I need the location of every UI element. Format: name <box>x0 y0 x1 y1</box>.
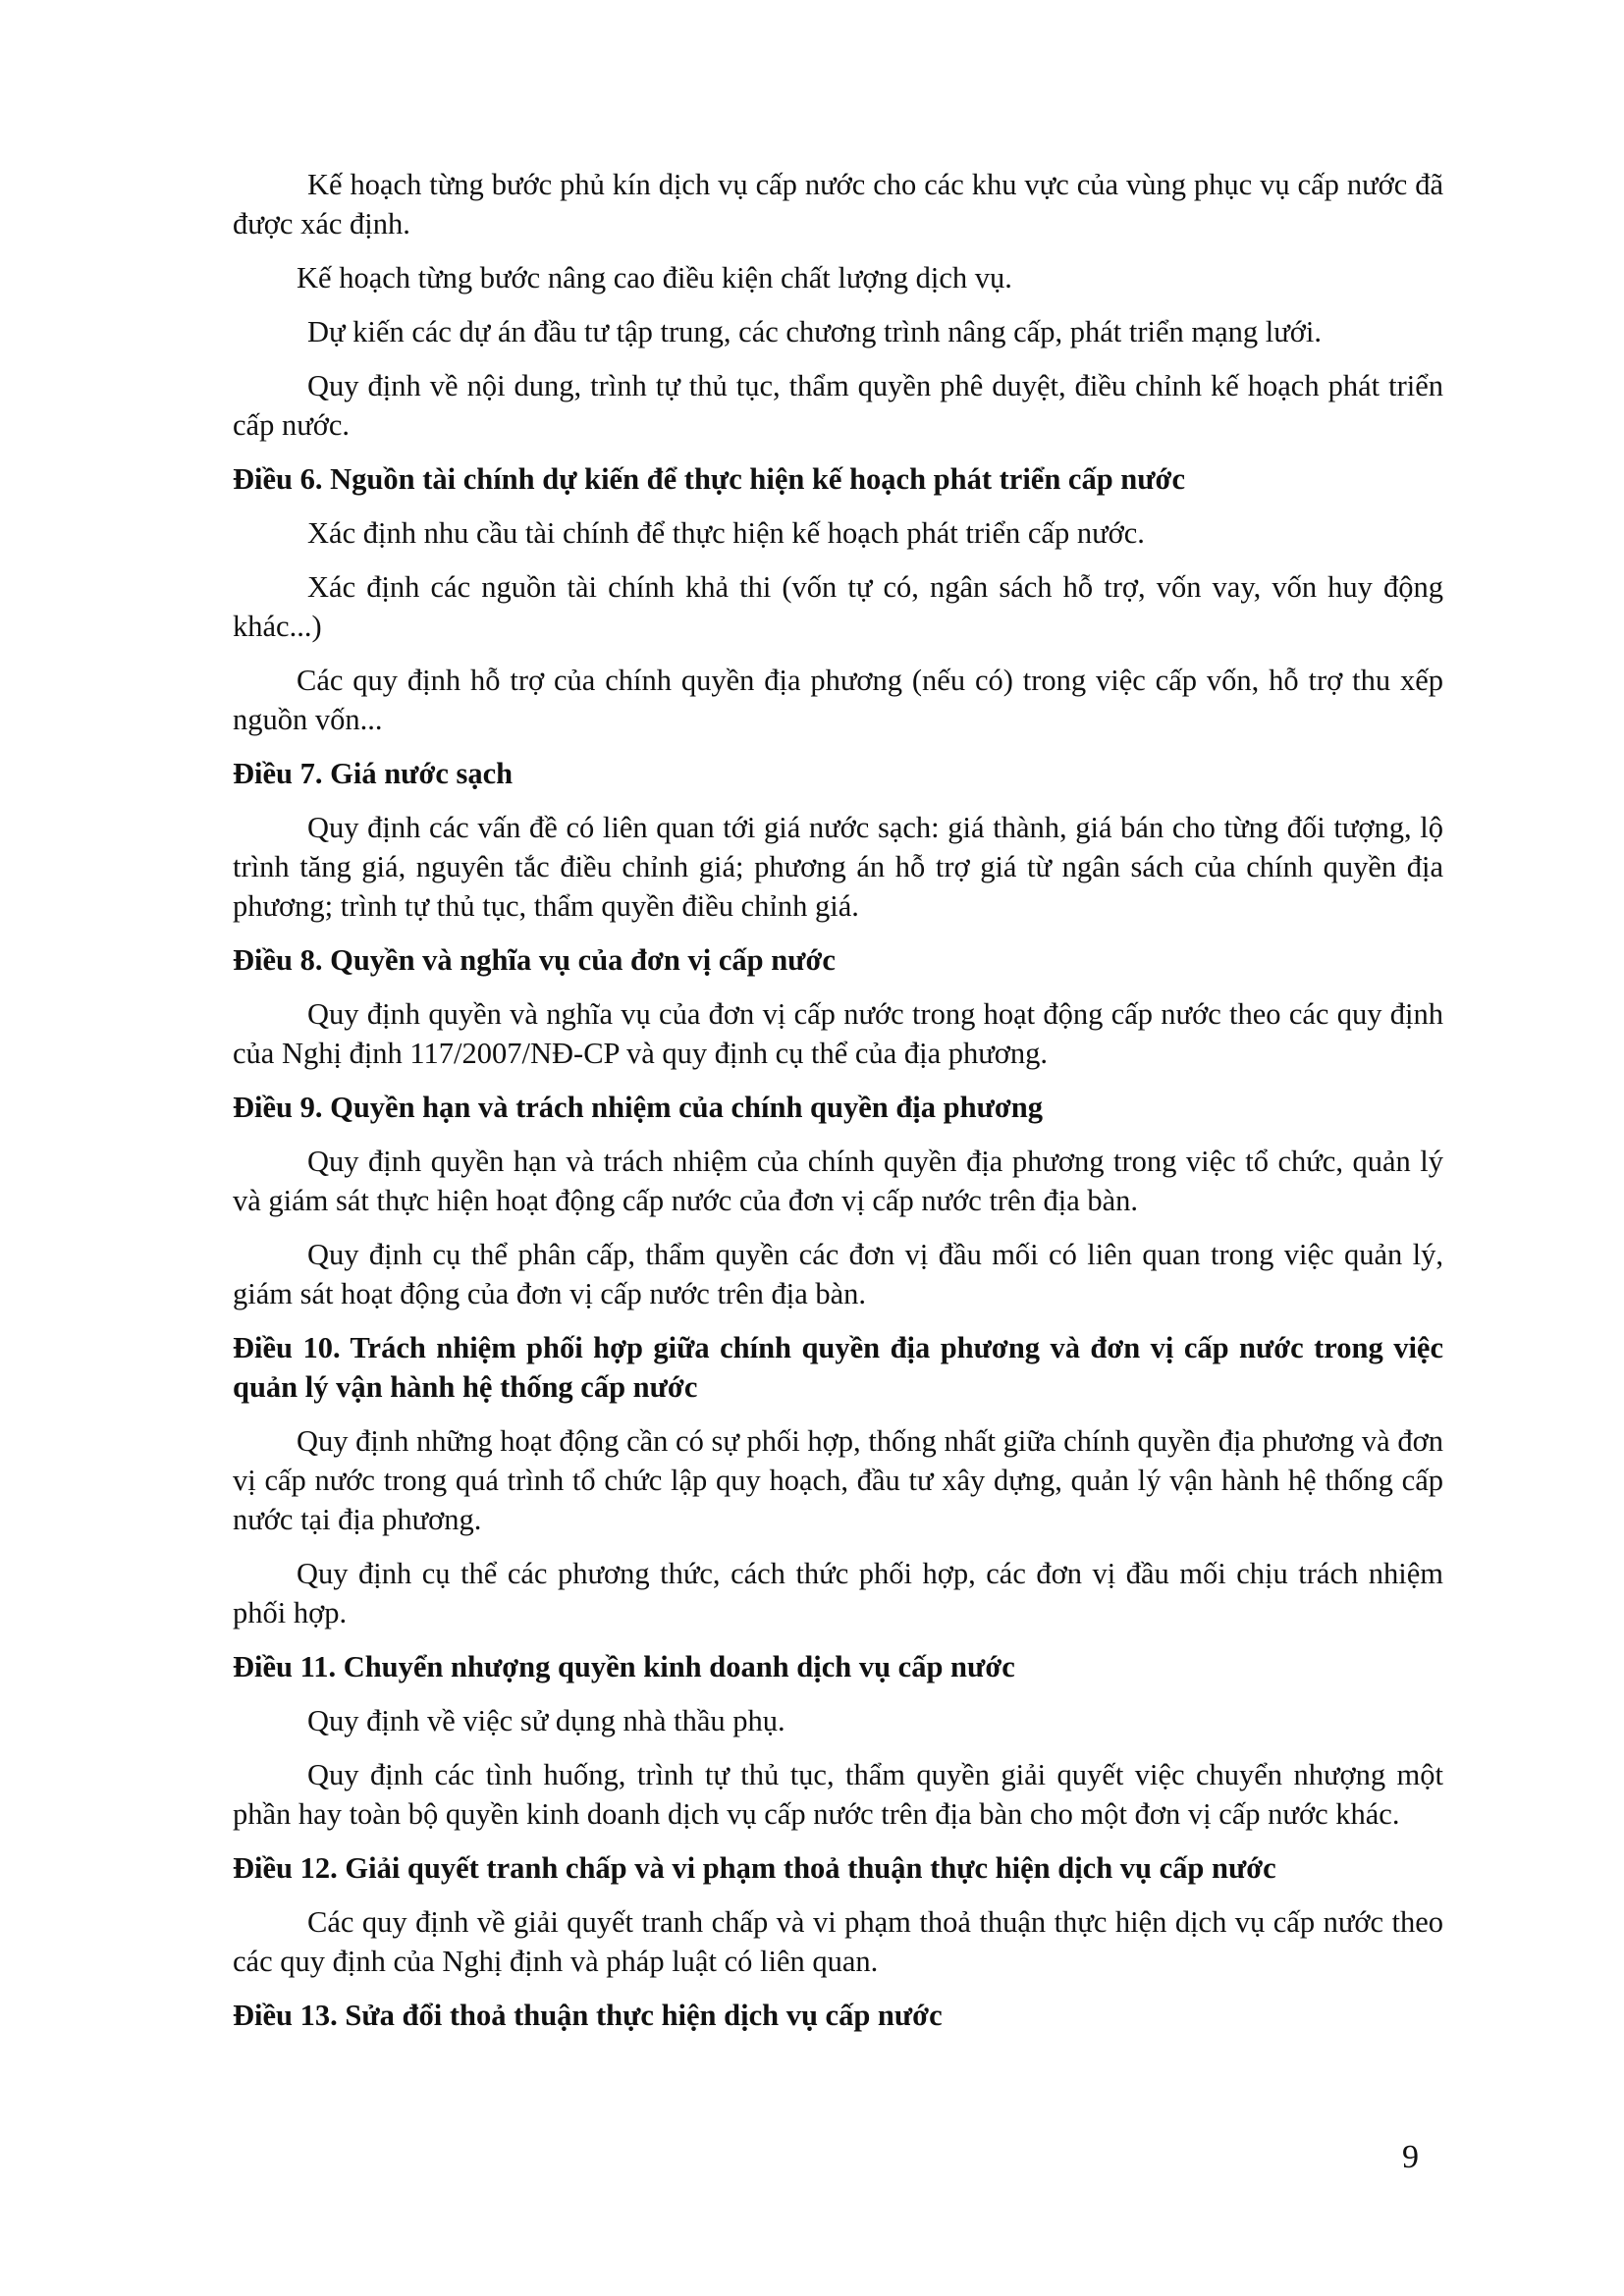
para-financial-needs: Xác định nhu cầu tài chính để thực hiện kế hoạch phát triển cấp nước. <box>307 516 1145 550</box>
para-plan-quality: Kế hoạch từng bước nâng cao điều kiện chất lượng dịch vụ. <box>297 261 1012 294</box>
para-financial-sources: Xác định các nguồn tài chính khả thi (vốn tự có, ngân sách hỗ trợ, vốn vay, vốn huy động khác...) <box>233 570 1443 643</box>
heading-article-12: Điều 12. Giải quyết tranh chấp và vi phạm thoả thuận thực hiện dịch vụ cấp nước <box>233 1851 1276 1885</box>
para-transfer-rights: Quy định các tình huống, trình tự thủ tục, thẩm quyền giải quyết việc chuyển nhượng một phần hay toàn bộ quyền kinh doanh dịch vụ cấp nước trên địa bàn cho một đơn vị cấp nước khác. <box>233 1758 1443 1831</box>
para-coordination-activities: Quy định những hoạt động cần có sự phối hợp, thống nhất giữa chính quyền địa phương và đơn vị cấp nước trong quá trình tổ chức lập quy hoạch, đầu tư xây dựng, quản lý vận hành hệ thống cấp nước tại địa phương. <box>233 1424 1443 1536</box>
para-decentralization: Quy định cụ thể phân cấp, thẩm quyền các đơn vị đầu mối có liên quan trong việc quản lý, giám sát hoạt động của đơn vị cấp nước trên địa bàn. <box>233 1238 1443 1310</box>
para-local-authority: Quy định quyền hạn và trách nhiệm của chính quyền địa phương trong việc tổ chức, quản lý và giám sát thực hiện hoạt động cấp nước của đơn vị cấp nước trên địa bàn. <box>233 1145 1443 1217</box>
para-dispute-resolution: Các quy định về giải quyết tranh chấp và vi phạm thoả thuận thực hiện dịch vụ cấp nước theo các quy định của Nghị định và pháp luật có liên quan. <box>233 1905 1443 1978</box>
heading-article-13: Điều 13. Sửa đổi thoả thuận thực hiện dịch vụ cấp nước <box>233 1999 943 2032</box>
para-coordination-methods: Quy định cụ thể các phương thức, cách thức phối hợp, các đơn vị đầu mối chịu trách nhiệm phối hợp. <box>233 1557 1443 1629</box>
para-subcontractors: Quy định về việc sử dụng nhà thầu phụ. <box>307 1704 785 1737</box>
page-number: 9 <box>1402 2139 1419 2175</box>
para-water-price: Quy định các vấn đề có liên quan tới giá nước sạch: giá thành, giá bán cho từng đối tượng, lộ trình tăng giá, nguyên tắc điều chỉnh giá; phương án hỗ trợ giá từ ngân sách của chính quyền địa phương; trình tự thủ tục, thẩm quyền điều chỉnh giá. <box>233 811 1443 923</box>
document-body <box>233 165 1443 2050</box>
heading-article-9: Điều 9. Quyền hạn và trách nhiệm của chính quyền địa phương <box>233 1091 1043 1124</box>
para-supplier-rights: Quy định quyền và nghĩa vụ của đơn vị cấp nước trong hoạt động cấp nước theo các quy định của Nghị định 117/2007/NĐ-CP và quy định cụ thể của địa phương. <box>233 997 1443 1070</box>
para-plan-procedures: Quy định về nội dung, trình tự thủ tục, thẩm quyền phê duyệt, điều chỉnh kế hoạch phát triển cấp nước. <box>233 369 1443 442</box>
para-planned-projects: Dự kiến các dự án đầu tư tập trung, các chương trình nâng cấp, phát triển mạng lưới. <box>307 315 1322 348</box>
heading-article-11: Điều 11. Chuyển nhượng quyền kinh doanh dịch vụ cấp nước <box>233 1650 1015 1683</box>
heading-article-7: Điều 7. Giá nước sạch <box>233 757 514 790</box>
heading-article-10: Điều 10. Trách nhiệm phối hợp giữa chính quyền địa phương và đơn vị cấp nước trong việc quản lý vận hành hệ thống cấp nước <box>233 1331 1443 1404</box>
para-plan-coverage: Kế hoạch từng bước phủ kín dịch vụ cấp nước cho các khu vực của vùng phục vụ cấp nước đã được xác định. <box>233 168 1443 240</box>
para-local-support: Các quy định hỗ trợ của chính quyền địa phương (nếu có) trong việc cấp vốn, hỗ trợ thu xếp nguồn vốn... <box>233 664 1443 736</box>
heading-article-6: Điều 6. Nguồn tài chính dự kiến để thực hiện kế hoạch phát triển cấp nước <box>233 462 1185 496</box>
heading-article-8: Điều 8. Quyền và nghĩa vụ của đơn vị cấp nước <box>233 943 836 977</box>
